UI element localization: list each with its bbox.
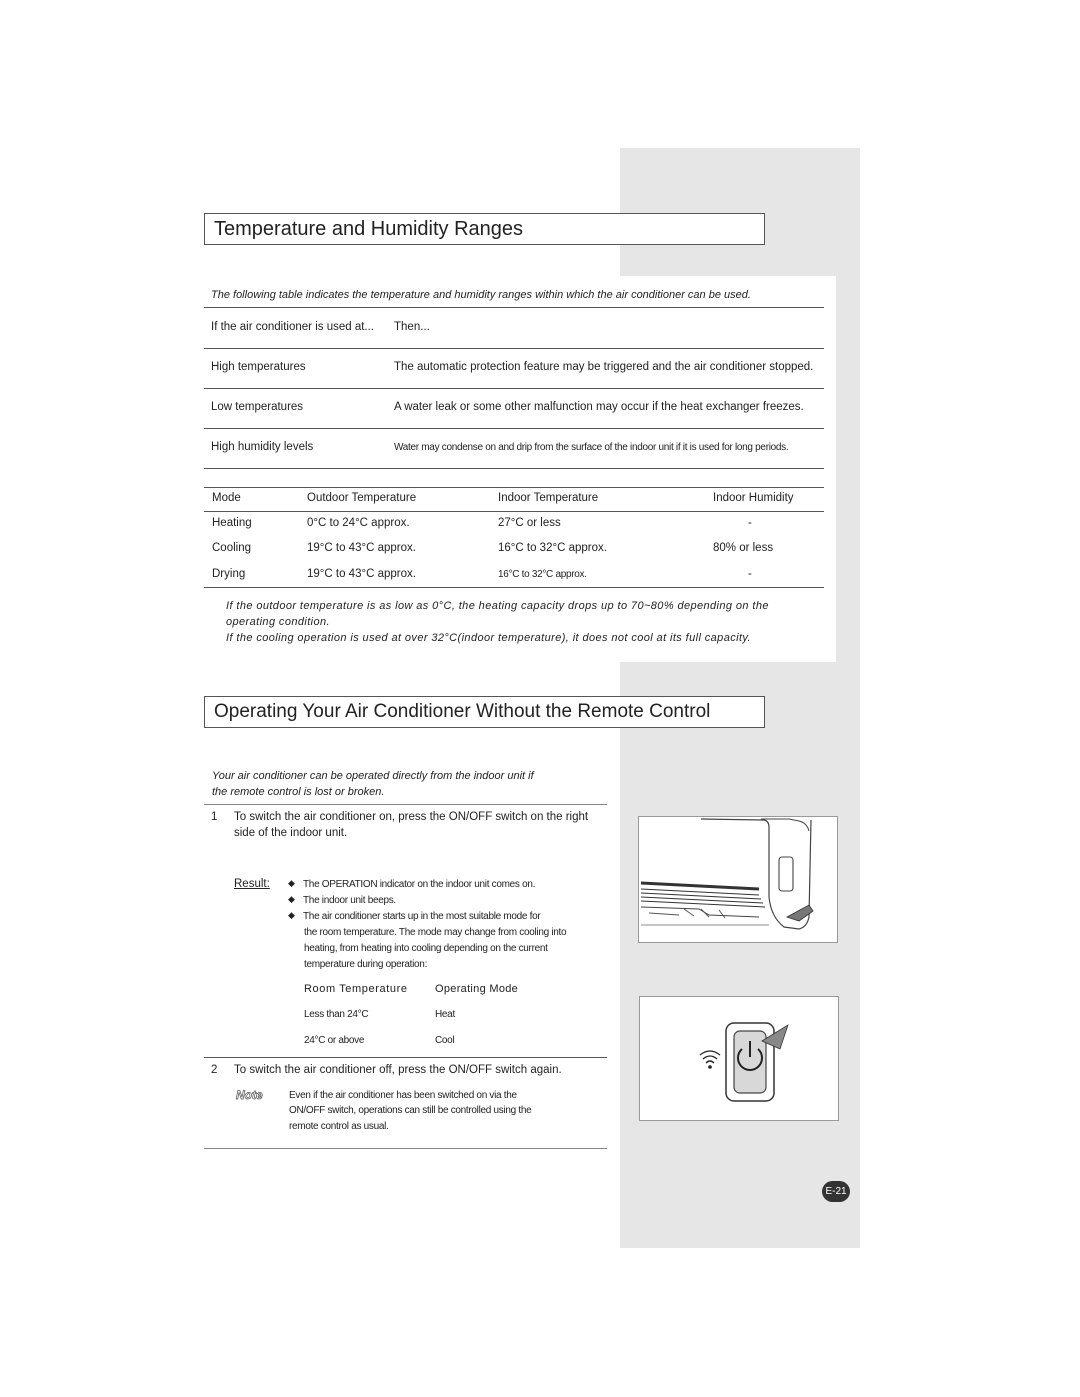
page-number-badge — [822, 1181, 850, 1202]
table-cell: Water may condense on and drip from the surface of the indoor unit if it is used for long periods. — [394, 442, 789, 453]
step-number: 1 — [211, 811, 218, 823]
divider — [204, 428, 824, 429]
section-title-temperature — [204, 213, 765, 245]
section1-intro: The following table indicates the temperature and humidity ranges within which the air conditioner can be used. — [211, 289, 751, 301]
table-header: Then... — [394, 321, 430, 333]
step-text: side of the indoor unit. — [234, 827, 348, 839]
divider — [204, 307, 824, 308]
divider — [204, 487, 824, 488]
table-cell: 16°C to 32°C approx. — [498, 569, 587, 580]
table-header: Indoor Humidity — [713, 492, 794, 504]
table-header: Indoor Temperature — [498, 492, 599, 504]
table-cell: Low temperatures — [211, 401, 304, 413]
result-item-cont: temperature during operation: — [304, 959, 428, 970]
table-cell: High temperatures — [211, 361, 306, 373]
section-title-operating — [204, 696, 765, 728]
power-button-illustration — [639, 996, 839, 1121]
divider — [204, 1057, 607, 1058]
result-item-cont: the room temperature. The mode may change from cooling into — [304, 927, 567, 938]
divider — [204, 468, 824, 469]
result-item: The air conditioner starts up in the most suitable mode for — [303, 911, 541, 922]
diamond-bullet-icon: ◆ — [288, 894, 295, 904]
note-line: If the outdoor temperature is as low as 0°C, the heating capacity drops up to 70~80% depending on the — [226, 600, 769, 612]
table-cell: Drying — [212, 568, 246, 580]
result-item: The indoor unit beeps. — [303, 895, 396, 906]
table-cell: A water leak or some other malfunction may occur if the heat exchanger freezes. — [394, 401, 804, 413]
note-text: ON/OFF switch, operations can still be controlled using the — [289, 1105, 532, 1116]
note-text: remote control as usual. — [289, 1121, 389, 1132]
table-cell: 16°C to 32°C approx. — [498, 542, 607, 554]
result-label: Result: — [234, 878, 270, 890]
table-cell: Heating — [212, 517, 252, 529]
step-text: To switch the air conditioner off, press the ON/OFF switch again. — [234, 1064, 562, 1076]
table-cell: 0°C to 24°C approx. — [307, 517, 410, 529]
mode-cell: Cool — [435, 1035, 455, 1046]
step-number: 2 — [211, 1064, 218, 1076]
note-label: Note — [236, 1088, 263, 1102]
page-number: E-21 — [825, 1186, 847, 1197]
section2-intro: Your air conditioner can be operated directly from the indoor unit if — [212, 770, 534, 782]
table-cell: High humidity levels — [211, 441, 314, 453]
table-header: If the air conditioner is used at... — [211, 321, 375, 333]
divider — [204, 388, 824, 389]
table-cell: 27°C or less — [498, 517, 561, 529]
table-cell: 19°C to 43°C approx. — [307, 568, 416, 580]
section-title-text: Operating Your Air Conditioner Without the Remote Control — [214, 701, 711, 722]
table-cell: The automatic protection feature may be triggered and the air conditioner stopped. — [394, 361, 814, 373]
result-item: The OPERATION indicator on the indoor unit comes on. — [303, 879, 536, 890]
table-header: Outdoor Temperature — [307, 492, 417, 504]
result-item-cont: heating, from heating into cooling depending on the current — [304, 943, 548, 954]
mode-header: Operating Mode — [435, 983, 519, 995]
mode-header: Room Temperature — [304, 983, 408, 995]
indoor-unit-illustration — [638, 816, 838, 943]
divider — [204, 511, 824, 512]
diamond-bullet-icon: ◆ — [288, 878, 295, 888]
divider — [204, 587, 824, 588]
mode-cell: Heat — [435, 1009, 455, 1020]
divider — [204, 348, 824, 349]
note-line: operating condition. — [226, 616, 331, 628]
table-cell: 80% or less — [713, 542, 774, 554]
divider — [204, 804, 607, 805]
divider — [204, 1148, 607, 1149]
table-cell: Cooling — [212, 542, 251, 554]
note-line: If the cooling operation is used at over 32°C(indoor temperature), it does not cool at its full capacity. — [226, 632, 751, 644]
indoor-unit-drawing — [639, 817, 837, 942]
section2-intro: the remote control is lost or broken. — [212, 786, 385, 798]
step-text: To switch the air conditioner on, press the ON/OFF switch on the right — [234, 811, 589, 823]
table-cell: 19°C to 43°C approx. — [307, 542, 416, 554]
mode-cell: Less than 24°C — [304, 1009, 369, 1020]
diamond-bullet-icon: ◆ — [288, 910, 295, 920]
note-text: Even if the air conditioner has been switched on via the — [289, 1090, 517, 1101]
section-title-text: Temperature and Humidity Ranges — [214, 217, 524, 240]
table-header: Mode — [212, 492, 241, 504]
power-button-drawing — [640, 997, 838, 1120]
table-cell: - — [748, 517, 752, 529]
mode-cell: 24°C or above — [304, 1035, 365, 1046]
table-cell: - — [748, 568, 752, 580]
